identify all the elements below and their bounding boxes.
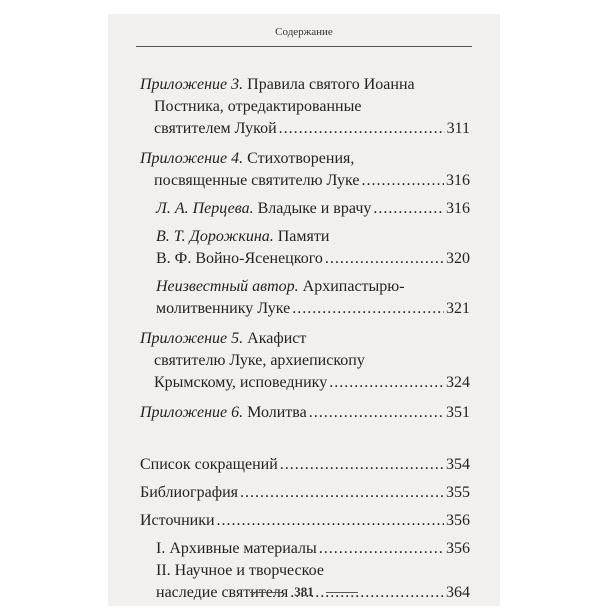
toc-biblio-page: 355	[446, 484, 470, 501]
toc-poem-1-title: Владыке и врачу	[257, 200, 372, 217]
toc-entry-app3-line3	[140, 118, 470, 140]
toc-entry-app6	[140, 402, 470, 424]
toc-app6-page: 351	[446, 404, 470, 421]
toc-poem-3-page: 321	[446, 300, 470, 317]
toc-entry-sources-1	[140, 538, 470, 560]
toc-biblio-title: Библиография	[140, 484, 238, 501]
leader-dots	[292, 298, 444, 320]
toc-app4-title-1: Стихотворения,	[247, 150, 355, 167]
toc-entry-poem-2-line1	[140, 226, 470, 248]
toc-sources-page: 356	[446, 512, 470, 529]
toc-poem-3-title: Архипастырю-	[302, 278, 405, 295]
toc-entry-app5-line2	[140, 350, 470, 372]
toc-app3-title-1: Правила святого Иоанна	[247, 76, 415, 93]
toc-entry-poem-3-line1	[140, 276, 470, 298]
toc-app5-title-3: Крымскому, исповеднику	[154, 374, 328, 391]
toc-abbrev-page: 354	[446, 456, 470, 473]
toc-app6-label: Приложение 6.	[140, 404, 244, 421]
toc-poem-2-title: Памяти	[277, 228, 330, 245]
toc-entry-app5-line3	[140, 372, 470, 394]
toc-sources-1-page: 356	[446, 540, 470, 557]
page-footer	[108, 584, 500, 600]
toc-app3-page: 311	[446, 120, 470, 137]
toc-sources-2-title-2: наследие святителя	[156, 584, 289, 601]
toc-poem-1-page: 316	[446, 200, 470, 217]
leader-dots	[361, 170, 444, 192]
toc-app3-label: Приложение 3.	[140, 76, 244, 93]
toc-app5-title-2: святителю Луке, архиепископу	[154, 352, 365, 369]
toc-entry-sources	[140, 510, 470, 532]
toc-sources-2-page: 364	[446, 584, 470, 601]
toc-entry-app5-line1	[140, 328, 470, 350]
toc-entry-app4-line1	[140, 148, 470, 170]
leader-dots	[280, 454, 444, 476]
header-rule	[136, 46, 472, 47]
toc-sources-1-title: I. Архивные материалы	[156, 540, 317, 557]
footer-dash-right	[326, 592, 358, 593]
toc-poem-2-author: В. Т. Дорожкина.	[156, 228, 274, 245]
book-page	[108, 14, 500, 606]
toc-poem-2-title-2: В. Ф. Войно-Ясенецкого	[156, 250, 323, 267]
toc-entry-poem-3-line2	[140, 298, 470, 320]
leader-dots	[217, 510, 444, 532]
toc-app3-title-3: святителем Лукой	[154, 120, 277, 137]
toc-entry-app3-line2	[140, 96, 470, 118]
running-header: Содержание	[275, 26, 333, 38]
toc-entry-app3-line1	[140, 74, 470, 96]
leader-dots	[309, 402, 444, 424]
toc-sources-title: Источники	[140, 512, 215, 529]
page-number: 381	[294, 584, 314, 599]
leader-dots	[329, 372, 444, 394]
toc-app4-title-2: посвященные святителю Луке	[154, 172, 360, 189]
toc-app5-page: 324	[446, 374, 470, 391]
toc-entry-sources-2-line1	[140, 560, 470, 582]
toc-entry-abbreviations	[140, 454, 470, 476]
toc-poem-3-author: Неизвестный автор.	[156, 278, 299, 295]
leader-dots	[373, 198, 444, 220]
toc-entry-bibliography	[140, 482, 470, 504]
toc-app4-label: Приложение 4.	[140, 150, 244, 167]
toc-sources-2-title: II. Научное и творческое	[156, 562, 324, 579]
toc-app5-title-1: Акафист	[247, 330, 307, 347]
leader-dots	[279, 118, 445, 140]
toc-poem-3-title-2: молитвеннику Луке	[156, 300, 291, 317]
toc-entry-poem-1	[140, 198, 470, 220]
toc-poem-2-page: 320	[446, 250, 470, 267]
toc-abbrev-title: Список сокращений	[140, 456, 278, 473]
leader-dots	[319, 538, 444, 560]
footer-dash-left	[250, 592, 282, 593]
toc-entry-poem-2-line2	[140, 248, 470, 270]
leader-dots	[240, 482, 444, 504]
toc-entry-app4-line2	[140, 170, 470, 192]
leader-dots	[325, 248, 444, 270]
toc-app4-page: 316	[446, 172, 470, 189]
toc-app6-title: Молитва	[247, 404, 307, 421]
toc-app3-title-2: Постника, отредактированные	[154, 98, 362, 115]
toc-poem-1-author: Л. А. Перцева.	[156, 200, 254, 217]
toc-app5-label: Приложение 5.	[140, 330, 244, 347]
table-of-contents	[140, 74, 470, 604]
